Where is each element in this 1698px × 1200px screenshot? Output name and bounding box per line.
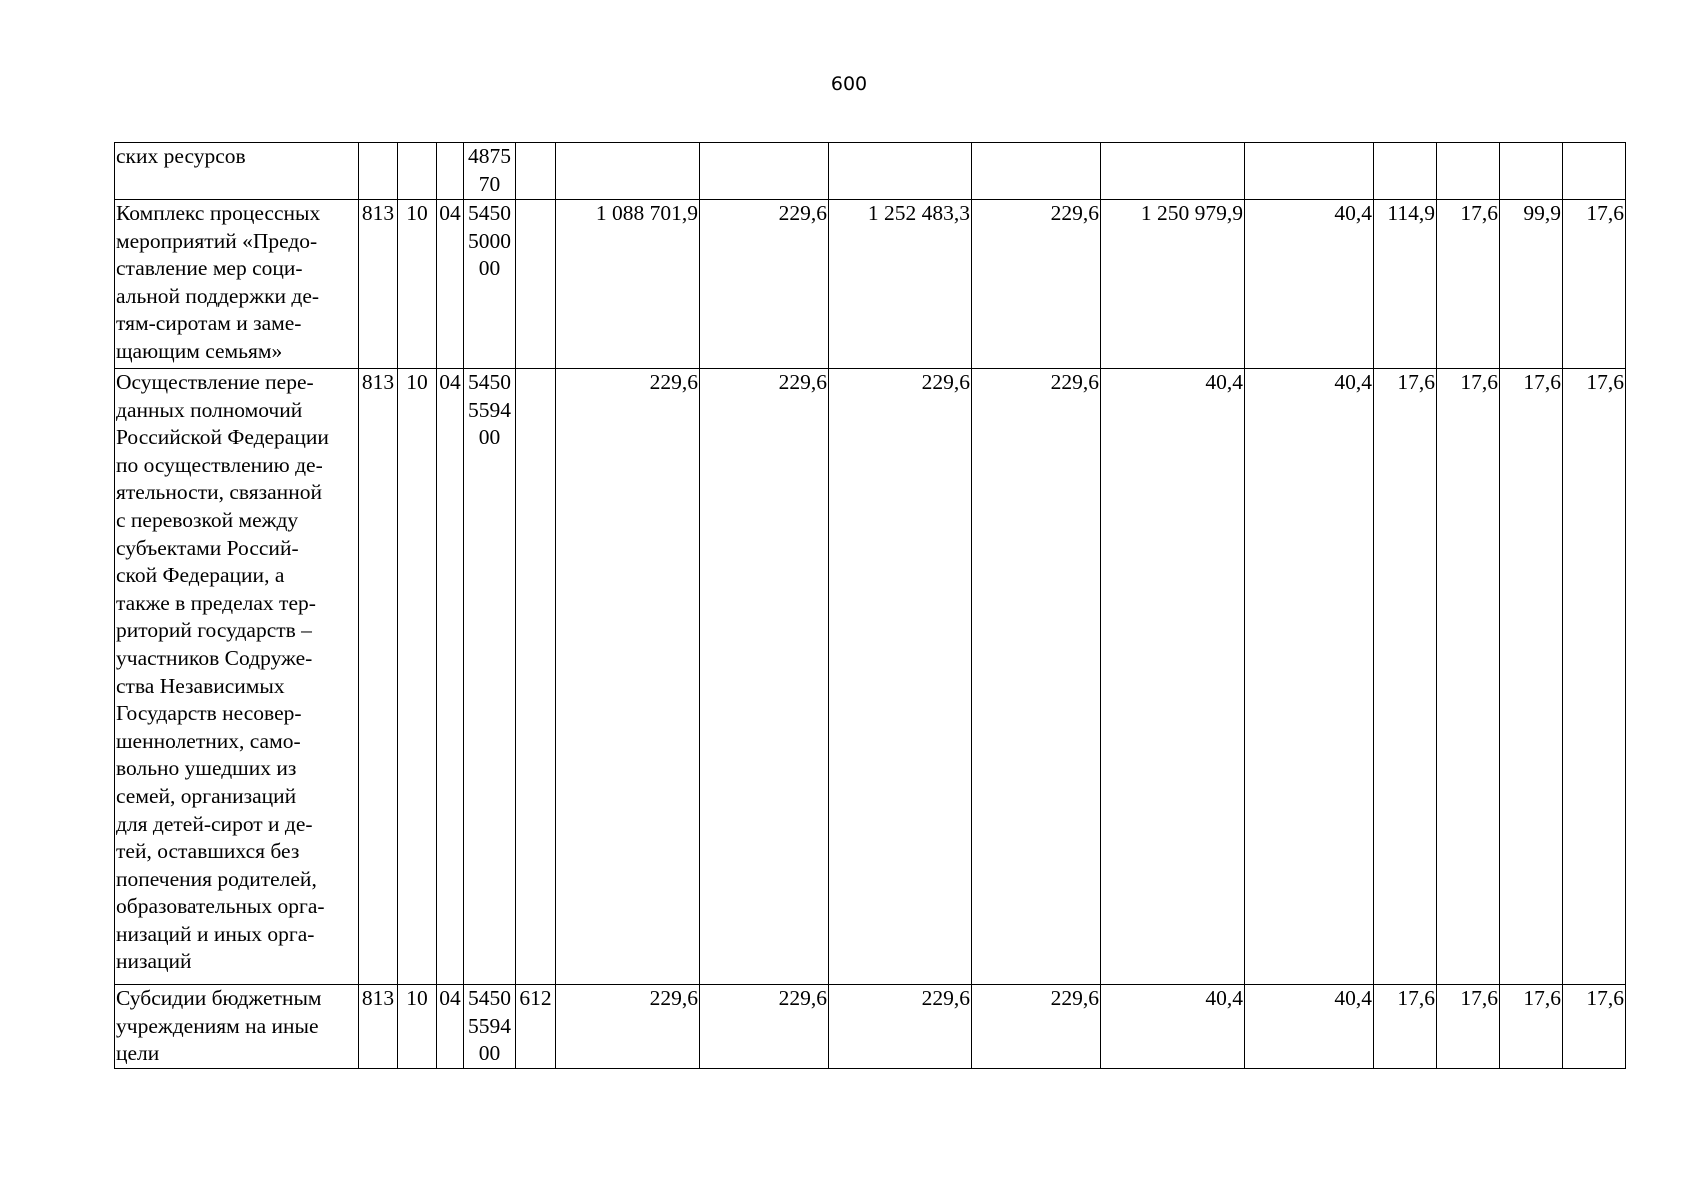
- ministry-code: 813: [359, 369, 398, 985]
- value-cell: [829, 143, 972, 200]
- value-cell: [556, 143, 700, 200]
- value-cell: 40,4: [1245, 200, 1374, 369]
- value-cell: 114,9: [1374, 200, 1437, 369]
- value-cell: [1101, 143, 1245, 200]
- value-cell: 40,4: [1245, 985, 1374, 1069]
- expense-kind-code: [516, 200, 556, 369]
- value-cell: 17,6: [1437, 200, 1500, 369]
- value-cell: 229,6: [972, 369, 1101, 985]
- value-cell: 229,6: [972, 200, 1101, 369]
- budget-table: [114, 142, 1626, 1069]
- section-code: [398, 143, 437, 200]
- value-cell: [1563, 143, 1626, 200]
- value-cell: [1245, 143, 1374, 200]
- expense-kind-code: [516, 143, 556, 200]
- ministry-code: 813: [359, 200, 398, 369]
- value-cell: 229,6: [829, 369, 972, 985]
- target-code: 5450 5000 00: [464, 200, 516, 369]
- table-row: [115, 143, 1626, 200]
- row-name: ских ресурсов: [115, 143, 359, 200]
- table-row: [115, 200, 1626, 369]
- value-cell: 17,6: [1500, 369, 1563, 985]
- row-name: Субсидии бюджетным учреждениям на иные цели: [115, 985, 359, 1069]
- value-cell: 40,4: [1245, 369, 1374, 985]
- page-number: 600: [830, 73, 868, 95]
- value-cell: 17,6: [1437, 369, 1500, 985]
- value-cell: 229,6: [556, 369, 700, 985]
- value-cell: 229,6: [972, 985, 1101, 1069]
- value-cell: 17,6: [1500, 985, 1563, 1069]
- subsection-code: 04: [437, 985, 464, 1069]
- value-cell: 17,6: [1437, 985, 1500, 1069]
- ministry-code: [359, 143, 398, 200]
- value-cell: 229,6: [700, 985, 829, 1069]
- table-row: [115, 985, 1626, 1069]
- subsection-code: 04: [437, 200, 464, 369]
- value-cell: 40,4: [1101, 985, 1245, 1069]
- table-row: [115, 369, 1626, 985]
- value-cell: 17,6: [1374, 369, 1437, 985]
- subsection-code: [437, 143, 464, 200]
- section-code: 10: [398, 985, 437, 1069]
- target-code: 5450 5594 00: [464, 369, 516, 985]
- value-cell: 1 250 979,9: [1101, 200, 1245, 369]
- subsection-code: 04: [437, 369, 464, 985]
- value-cell: [1500, 143, 1563, 200]
- target-code: 5450 5594 00: [464, 985, 516, 1069]
- expense-kind-code: 612: [516, 985, 556, 1069]
- row-name: Комплекс процессных мероприятий «Предо- ставление мер соци- альной поддержки де- тям-сиротам и заме- щающим семьям»: [115, 200, 359, 369]
- value-cell: [1437, 143, 1500, 200]
- value-cell: 229,6: [700, 369, 829, 985]
- section-code: 10: [398, 200, 437, 369]
- value-cell: [1374, 143, 1437, 200]
- value-cell: 1 088 701,9: [556, 200, 700, 369]
- value-cell: 17,6: [1563, 200, 1626, 369]
- target-code: 4875 70: [464, 143, 516, 200]
- value-cell: 17,6: [1374, 985, 1437, 1069]
- value-cell: 99,9: [1500, 200, 1563, 369]
- ministry-code: 813: [359, 985, 398, 1069]
- value-cell: [972, 143, 1101, 200]
- value-cell: 229,6: [700, 200, 829, 369]
- row-name: Осуществление пере- данных полномочий Российской Федерации по осуществлению де- ятельности, связанной с перевозкой между субъектами Россий- ской Федерации, а также в пределах тер- риторий государств – участников Содруже- ства Независимых Государств несовер- шеннолетних, само- вольно ушедших из семей, организаций для детей-сирот и де- тей, оставшихся без попечения родителей, образовательных орга- низаций и иных орга- низаций: [115, 369, 359, 985]
- section-code: 10: [398, 369, 437, 985]
- value-cell: 17,6: [1563, 369, 1626, 985]
- value-cell: [700, 143, 829, 200]
- expense-kind-code: [516, 369, 556, 985]
- value-cell: 40,4: [1101, 369, 1245, 985]
- value-cell: 229,6: [556, 985, 700, 1069]
- value-cell: 1 252 483,3: [829, 200, 972, 369]
- value-cell: 17,6: [1563, 985, 1626, 1069]
- value-cell: 229,6: [829, 985, 972, 1069]
